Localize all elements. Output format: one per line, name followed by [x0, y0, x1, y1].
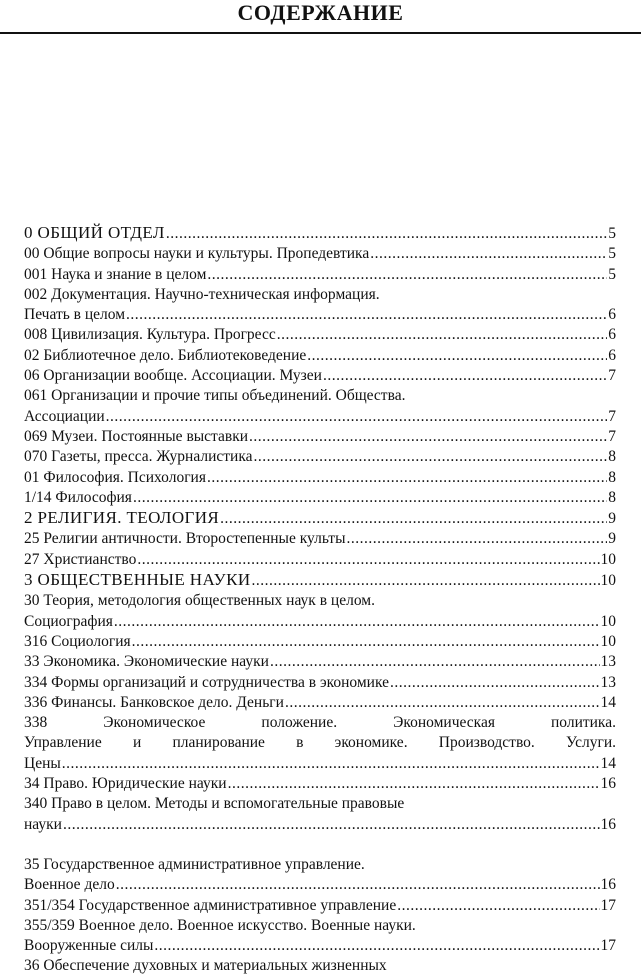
- toc-page-number: 5: [608, 265, 616, 283]
- toc-page-number: 6: [608, 306, 616, 324]
- toc-title: 316 Социология: [24, 632, 131, 650]
- dot-leader: [114, 612, 600, 632]
- dot-leader: [228, 774, 600, 794]
- toc-line: [24, 223, 616, 244]
- toc-title: 33 Экономика. Экономические науки: [24, 653, 269, 671]
- toc-page-number: 13: [600, 673, 616, 691]
- toc-line: [24, 529, 616, 549]
- toc-page-number: 16: [600, 876, 616, 894]
- toc-line: [24, 936, 616, 956]
- toc-title: Военное дело: [24, 876, 115, 894]
- dot-leader: [346, 529, 607, 549]
- toc-page-number: 17: [600, 896, 616, 914]
- toc-title: 25 Религии античности. Второстепенные культы: [24, 530, 346, 548]
- toc-title: 06 Организации вообще. Ассоциации. Музеи: [24, 367, 322, 385]
- dot-leader: [370, 244, 607, 264]
- toc-entry-heading: 35 Государственное административное управление.: [24, 855, 365, 873]
- toc-entry-heading: 002 Документация. Научно-техническая информация.: [24, 285, 380, 303]
- toc-title: 3 ОБЩЕСТВЕННЫЕ НАУКИ: [24, 570, 251, 590]
- toc-page-number: 7: [608, 367, 616, 385]
- dot-leader: [106, 407, 608, 427]
- toc-page-number: 8: [608, 468, 616, 486]
- toc-page-number: 7: [608, 407, 616, 425]
- toc-title: 2 РЕЛИГИЯ. ТЕОЛОГИЯ: [24, 508, 220, 528]
- toc-page-number: 7: [608, 427, 616, 445]
- dot-leader: [207, 265, 607, 285]
- toc-entry: [24, 794, 616, 835]
- toc-entry: [24, 223, 616, 244]
- toc-entry: [24, 508, 616, 529]
- toc-line: [24, 407, 616, 427]
- toc-entry: [24, 244, 616, 264]
- toc-entry: [24, 265, 616, 285]
- toc-entry: [24, 570, 616, 591]
- toc-entry-heading: Управление и планирование в экономике. Производство. Услуги.: [24, 734, 616, 752]
- toc-line: [24, 325, 616, 345]
- dot-leader: [116, 875, 600, 895]
- toc-line: [24, 612, 616, 632]
- toc-entry: [24, 774, 616, 794]
- toc-title: 069 Музеи. Постоянные выставки: [24, 427, 249, 445]
- toc-line: [24, 632, 616, 652]
- toc-title: Социография: [24, 612, 113, 630]
- toc-line: [24, 673, 616, 693]
- dot-leader: [390, 673, 600, 693]
- toc-title: 34 Право. Юридические науки: [24, 775, 227, 793]
- dot-leader: [154, 936, 599, 956]
- toc-entry-heading: 061 Организации и прочие типы объединений. Общества.: [24, 387, 406, 405]
- toc-entry: [24, 427, 616, 447]
- dot-leader: [254, 447, 608, 467]
- toc-line: [24, 896, 616, 916]
- toc-line: [24, 305, 616, 325]
- toc-page-number: 8: [608, 448, 616, 466]
- toc-title: 336 Финансы. Банковское дело. Деньги: [24, 693, 284, 711]
- toc-entry: [24, 673, 616, 693]
- toc-line: [24, 366, 616, 386]
- toc-entry: [24, 693, 616, 713]
- page-title: СОДЕРЖАНИЕ: [237, 0, 404, 25]
- toc-line: [24, 244, 616, 264]
- toc-page-number: 13: [600, 653, 616, 671]
- table-of-contents: [24, 223, 616, 977]
- dot-leader: [277, 325, 608, 345]
- toc-title: 008 Цивилизация. Культура. Прогресс: [24, 326, 276, 344]
- toc-page-number: 16: [600, 815, 616, 833]
- toc-line: [24, 346, 616, 366]
- dot-leader: [307, 346, 607, 366]
- toc-page-number: 10: [600, 632, 616, 650]
- toc-page-number: 14: [600, 693, 616, 711]
- toc-title: науки: [24, 815, 62, 833]
- toc-title: 0 ОБЩИЙ ОТДЕЛ: [24, 223, 165, 242]
- toc-entry: [24, 916, 616, 957]
- dot-leader: [249, 427, 607, 447]
- dot-leader: [137, 550, 599, 570]
- toc-entry: [24, 346, 616, 366]
- toc-entry: [24, 956, 616, 976]
- toc-page-number: 14: [600, 754, 616, 772]
- toc-page-number: 8: [608, 488, 616, 506]
- dot-leader: [62, 754, 600, 774]
- dot-leader: [133, 488, 607, 508]
- toc-entry-heading: 355/359 Военное дело. Военное искусство. Военные науки.: [24, 916, 416, 934]
- page-header: [0, 0, 641, 34]
- toc-entry: [24, 285, 616, 326]
- toc-page-number: 5: [608, 225, 616, 242]
- toc-line: [24, 447, 616, 467]
- toc-title: Цены: [24, 754, 61, 772]
- toc-page-number: 10: [600, 572, 616, 590]
- toc-entry: [24, 447, 616, 467]
- toc-entry: [24, 896, 616, 916]
- toc-line: [24, 815, 616, 835]
- toc-page-number: 10: [600, 612, 616, 630]
- toc-entry-heading: 30 Теория, методология общественных наук в целом.: [24, 592, 375, 610]
- toc-page-number: 16: [600, 775, 616, 793]
- toc-line: [24, 570, 616, 591]
- toc-line: [24, 468, 616, 488]
- toc-entry-heading: 340 Право в целом. Методы и вспомогательные правовые: [24, 795, 405, 813]
- toc-title: Печать в целом: [24, 306, 126, 324]
- toc-title: 001 Наука и знание в целом: [24, 265, 207, 283]
- dot-leader: [285, 693, 600, 713]
- toc-title: 02 Библиотечное дело. Библиотековедение: [24, 346, 307, 364]
- toc-page-number: 9: [608, 530, 616, 548]
- toc-entry: [24, 713, 616, 774]
- dot-leader: [220, 509, 607, 529]
- toc-title: 070 Газеты, пресса. Журналистика: [24, 448, 253, 466]
- dot-leader: [397, 896, 599, 916]
- toc-title: Вооруженные силы: [24, 937, 154, 955]
- toc-entry: [24, 468, 616, 488]
- toc-entry: [24, 325, 616, 345]
- spacer: [24, 835, 616, 855]
- toc-entry: [24, 386, 616, 427]
- toc-title: 1/14 Философия: [24, 488, 132, 506]
- toc-page-number: 6: [608, 346, 616, 364]
- toc-entry: [24, 488, 616, 508]
- toc-title: 351/354 Государственное административное управление: [24, 896, 397, 914]
- dot-leader: [166, 224, 607, 244]
- toc-line: [24, 550, 616, 570]
- toc-title: 334 Формы организаций и сотрудничества в экономике: [24, 673, 389, 691]
- toc-line: [24, 774, 616, 794]
- toc-entry: [24, 855, 616, 896]
- toc-entry: [24, 591, 616, 632]
- toc-entry: [24, 652, 616, 672]
- toc-page-number: 5: [608, 245, 616, 263]
- toc-title: 00 Общие вопросы науки и культуры. Пропедевтика: [24, 245, 370, 263]
- dot-leader: [207, 468, 607, 488]
- toc-line: [24, 693, 616, 713]
- toc-page-number: 6: [608, 326, 616, 344]
- toc-entry: [24, 366, 616, 386]
- dot-leader: [323, 366, 607, 386]
- toc-line: [24, 652, 616, 672]
- toc-entry: [24, 529, 616, 549]
- toc-line: [24, 265, 616, 285]
- toc-line: [24, 508, 616, 529]
- dot-leader: [132, 632, 600, 652]
- toc-line: [24, 754, 616, 774]
- toc-entry: [24, 550, 616, 570]
- toc-entry-heading: 36 Обеспечение духовных и материальных жизненных: [24, 957, 387, 975]
- dot-leader: [270, 652, 600, 672]
- toc-title: 01 Философия. Психология: [24, 468, 206, 486]
- toc-line: [24, 488, 616, 508]
- toc-page-number: 17: [600, 937, 616, 955]
- toc-line: [24, 427, 616, 447]
- toc-title: Ассоциации: [24, 407, 105, 425]
- toc-page-number: 10: [600, 550, 616, 568]
- toc-page-number: 9: [608, 510, 616, 528]
- toc-entry: [24, 632, 616, 652]
- dot-leader: [126, 305, 607, 325]
- toc-title: 27 Христианство: [24, 550, 137, 568]
- toc-entry-heading: 338 Экономическое положение. Экономическая политика.: [24, 714, 616, 732]
- toc-line: [24, 875, 616, 895]
- dot-leader: [63, 815, 600, 835]
- dot-leader: [252, 571, 600, 591]
